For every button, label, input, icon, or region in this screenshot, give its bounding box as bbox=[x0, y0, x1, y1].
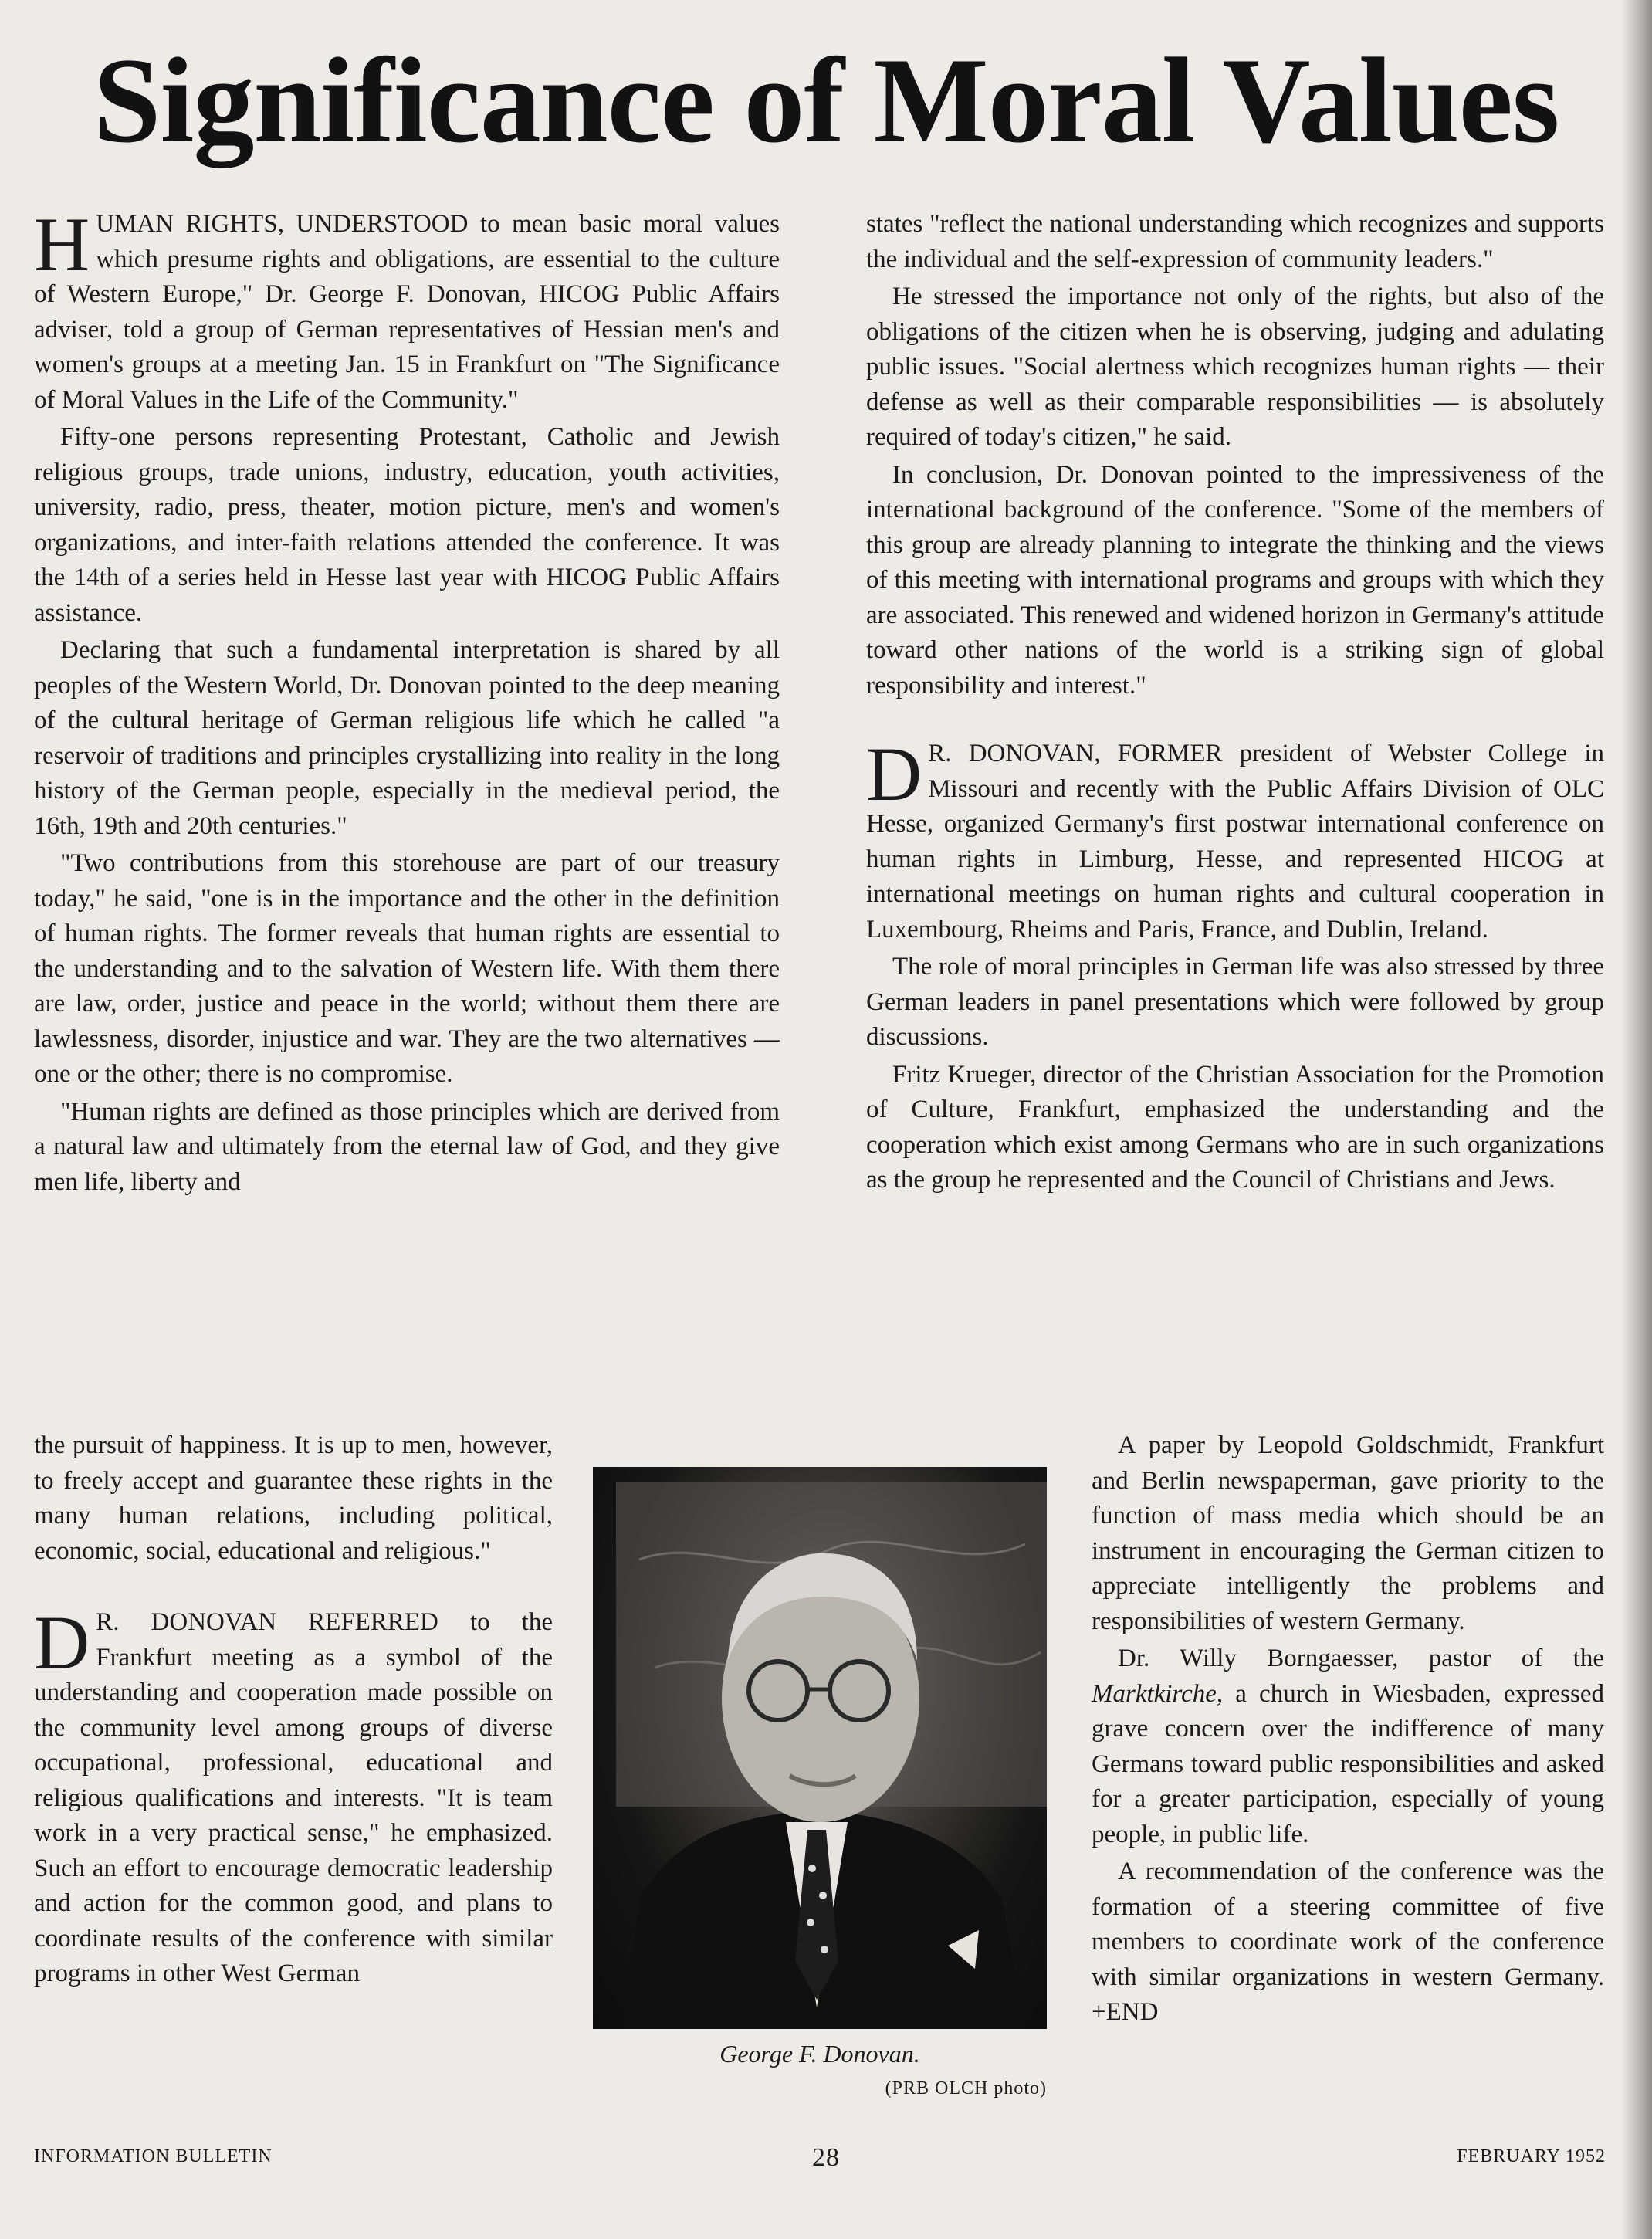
left-column bbox=[34, 202, 780, 1202]
photo-credit: (PRB OLCH photo) bbox=[885, 2078, 1047, 2098]
article-title: Significance of Moral Values bbox=[93, 33, 1559, 168]
portrait-illustration bbox=[593, 1467, 1047, 2029]
paragraph-2: Fifty-one persons representing Protestant, Catholic and Jewish religious groups, trade unions, industry, education, youth activities, university, radio, press, theater, motion picture, men's and women's organizations, and inter-faith relations attended the conference. It was the 14th of a series held in Hesse last year with HICOG Public Affairs assistance. bbox=[34, 423, 780, 627]
portrait-photo bbox=[593, 1467, 1047, 2029]
right-column-narrow bbox=[1092, 1428, 1604, 2033]
footer-date: FEBRUARY 1952 bbox=[1457, 2146, 1606, 2166]
drop-cap: H bbox=[34, 202, 90, 287]
page-edge-shadow bbox=[1621, 0, 1652, 2239]
paragraph-r6: Fritz Krueger, director of the Christian Association for the Promotion of Culture, Frankfurt, emphasized the understanding and the cooperation which exist among Germans who are in such organizations as the group he represented and the Council of Christians and Jews. bbox=[866, 1060, 1604, 1194]
end-mark: +END bbox=[1092, 1998, 1159, 2026]
paragraph-r4: D R. DONOVAN, FORMER president of Webster College in Missouri and recently with the Public Affairs Division of OLC Hesse, organized Germany's first postwar international conference on human rights in Limburg, Hesse, and represented HICOG at international meetings on human rights and cultural cooperation in Luxembourg, Rheims and Paris, France, and Dublin, Ireland. bbox=[866, 731, 1604, 943]
paragraph-r9: A recommendation of the conference was the formation of a steering committee of five members to coordinate work of the conference with similar organizations in western Germany. +END bbox=[1092, 1858, 1604, 2026]
paragraph-1: HUMAN RIGHTS, UNDERSTOOD to mean basic moral values which presume rights and obligations, are essential to the culture of Western Europe," Dr. George F. Donovan, HICOG Public Affairs adviser, told a group of German representatives of Hessian men's and women's groups at a meeting Jan. 15 in Frankfurt on "The Significance of Moral Values in the Life of the Community." bbox=[34, 202, 780, 414]
right-column bbox=[866, 207, 1604, 1201]
paragraph-3: Declaring that such a fundamental interpretation is shared by all peoples of the Western World, Dr. Donovan pointed to the deep meaning of the cultural heritage of German religious life which he called "a reservoir of traditions and principles crystallizing into reality in the long history of the German people, especially in the medieval period, the 16th, 19th and 20th centuries." bbox=[34, 636, 780, 840]
paragraph-r2: He stressed the importance not only of the rights, but also of the obligations of the citizen when he is observing, judging and adulating public issues. "Social alertness which recognizes human rights — their defense as well as their comparable responsibilities — is absolutely required of today's citizen," he said. bbox=[866, 283, 1604, 451]
footer-publication: INFORMATION BULLETIN bbox=[34, 2146, 273, 2166]
paragraph-r7: A paper by Leopold Goldschmidt, Frankfurt and Berlin newspaperman, gave priority to the function of mass media which should be an instrument in encouraging the German citizen to appreciate intelligently the problems and responsibilities of western Germany. bbox=[1092, 1431, 1604, 1635]
footer-page-number: 28 bbox=[812, 2143, 840, 2172]
paragraph-5-continued: the pursuit of happiness. It is up to men, however, to freely accept and guarantee these rights in the many human relations, including political, economic, social, educational and religious." bbox=[34, 1431, 553, 1565]
left-column-narrow bbox=[34, 1428, 553, 1994]
paragraph-5: "Human rights are defined as those principles which are derived from a natural law and ultimately from the eternal law of God, and they give men life, liberty and bbox=[34, 1097, 780, 1196]
paragraph-r3: In conclusion, Dr. Donovan pointed to the impressiveness of the international background of the conference. "Some of the members of this group are already planning to integrate the thinking and the views of this meeting with international programs and groups with which they are associated. This renewed and widened horizon in Germany's attitude toward other nations of the world is a striking sign of global responsibility and interest." bbox=[866, 460, 1604, 699]
paragraph-r8: Dr. Willy Borngaesser, pastor of the Marktkirche, a church in Wiesbaden, expressed grave concern over the indifference of many Germans toward public responsibilities and asked for a greater participation, especially of young people, in public life. bbox=[1092, 1645, 1604, 1848]
paragraph-6: D R. DONOVAN REFERRED to the Frankfurt meeting as a symbol of the understanding and cooperation made possible on the community level among groups of diverse occupational, professional, educational and religious qualifications and interests. "It is team work in a very practical sense," he emphasized. Such an effort to encourage democratic leadership and action for the common good, and plans to coordinate results of the conference with similar programs in other West German bbox=[34, 1600, 553, 1987]
drop-cap: D bbox=[866, 731, 922, 817]
drop-cap: D bbox=[34, 1600, 90, 1685]
paragraph-4: "Two contributions from this storehouse are part of our treasury today," he said, "one is in the importance and the other in the definition of human rights. The former reveals that human rights are essential to the understanding and to the salvation of Western life. With them there are law, order, justice and peace in the world; without them there are lawlessness, disorder, injustice and war. They are the two alternatives — one or the other; there is no compromise. bbox=[34, 849, 780, 1088]
paragraph-r1: states "reflect the national understanding which recognizes and supports the individual and the self-expression of community leaders." bbox=[866, 210, 1604, 273]
photo-caption: George F. Donovan. bbox=[719, 2040, 920, 2068]
paragraph-r5: The role of moral principles in German life was also stressed by three German leaders in panel presentations which were followed by group discussions. bbox=[866, 953, 1604, 1051]
